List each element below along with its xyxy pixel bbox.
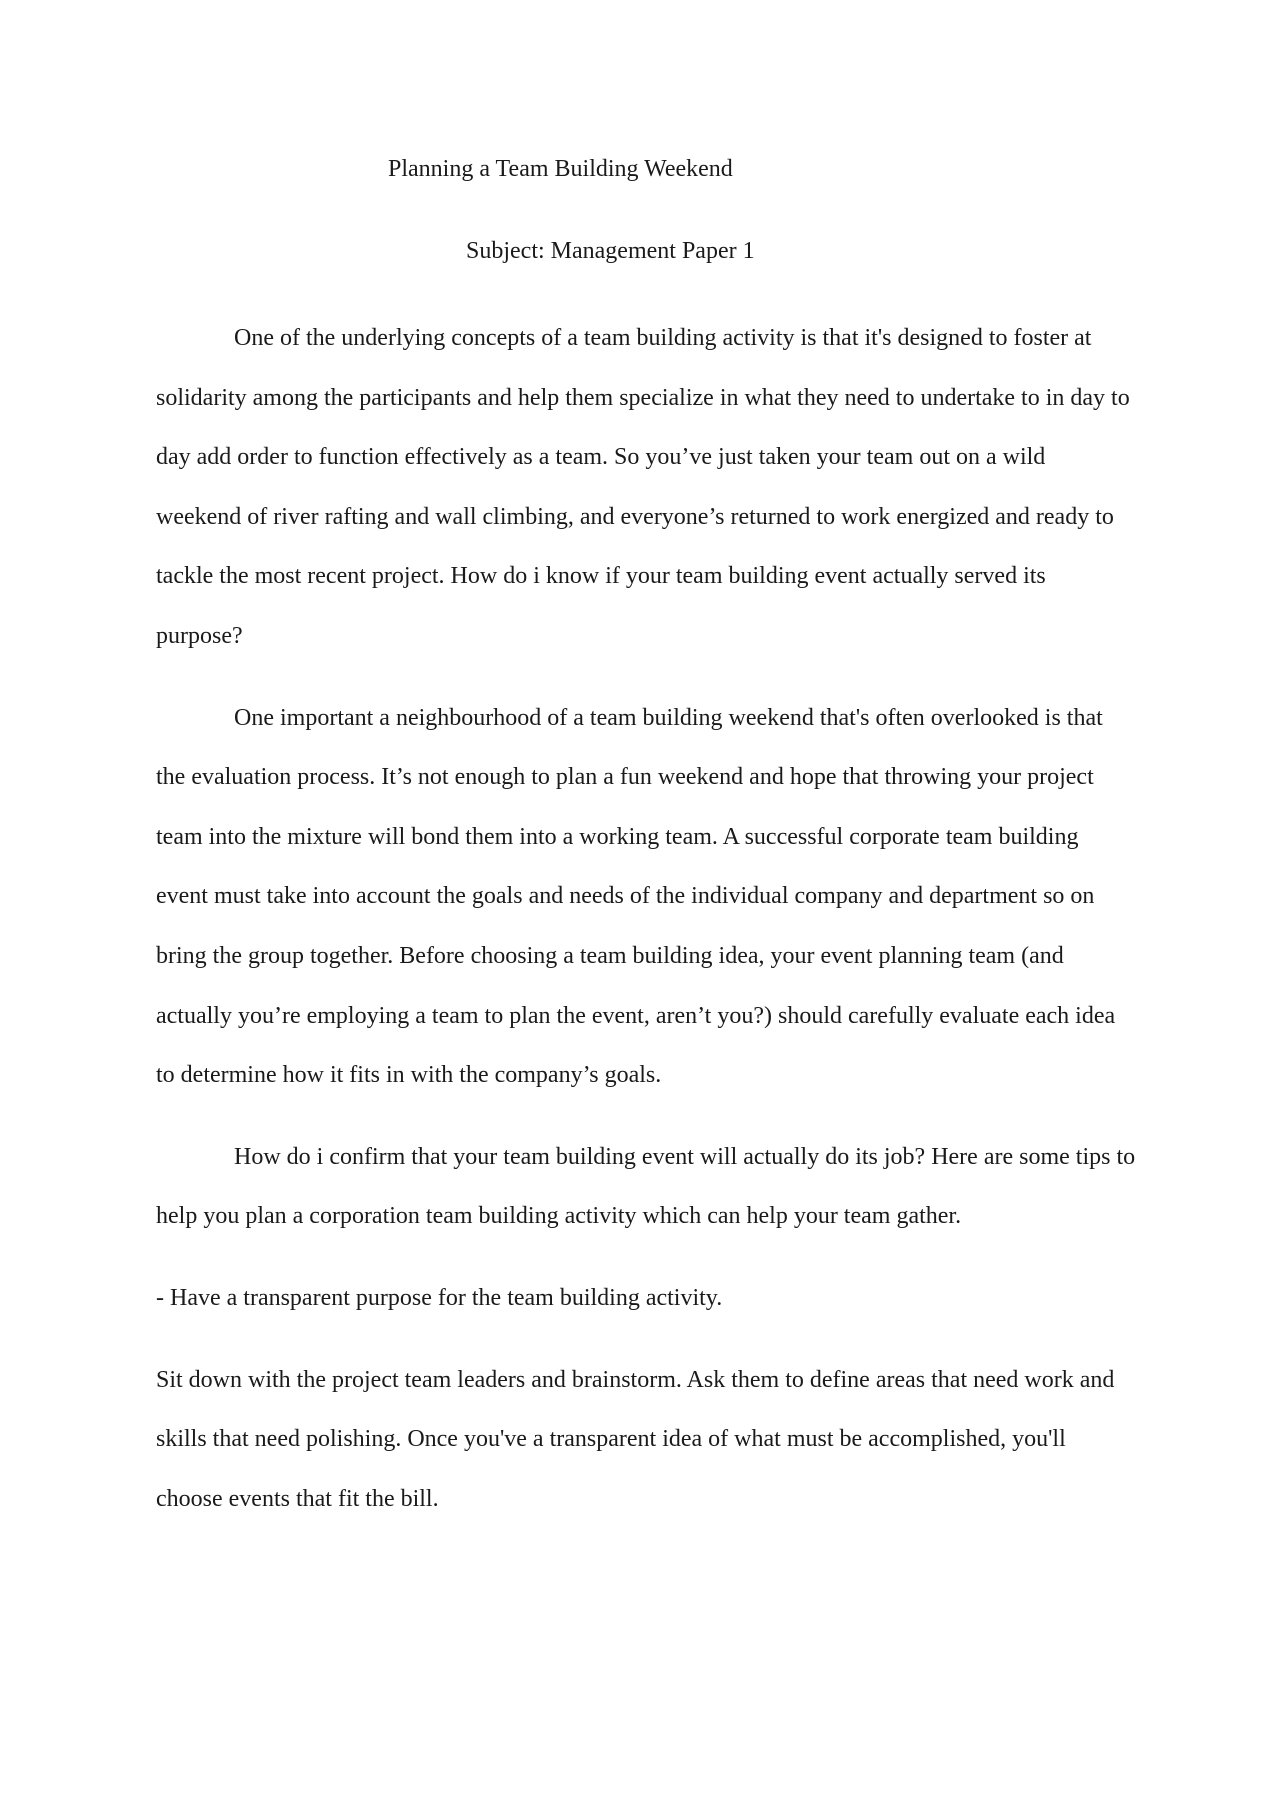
document-subject: Subject: Management Paper 1 [466,238,755,264]
document-title: Planning a Team Building Weekend [388,156,733,182]
paragraph-2: One important a neighbourhood of a team building weekend that's often overlooked is that the evaluation process. It’s not enough to plan a fun weekend and hope that throwing your project team into the mixture will bond them into a working team. A successful corporate team building event must take into account the goals and needs of the individual company and department so on bring the group together. Before choosing a team building idea, your event planning team (and actually you’re employing a team to plan the event, aren’t you?) should carefully evaluate each idea to determine how it fits in with the company’s goals. [156,704,1116,1089]
body-text [156,309,1136,1529]
bullet-point: - Have a transparent purpose for the team building activity. [156,1284,723,1311]
paragraph-1: One of the underlying concepts of a team building activity is that it's designed to foster at solidarity among the participants and help them specialize in what they need to undertake to in day to day add order to function effectively as a team. So you’ve just taken your team out on a wild weekend of river rafting and wall climbing, and everyone’s returned to work energized and ready to tackle the most recent project. How do i know if your team building event actually served its purpose? [156,325,1130,649]
paragraph-5: Sit down with the project team leaders and brainstorm. Ask them to define areas that need work and skills that need polishing. Once you've a transparent idea of what must be accomplished, you'll choose events that fit the bill. [156,1366,1115,1512]
paragraph-3: How do i confirm that your team building event will actually do its job? Here are some tips to help you plan a corporation team building activity which can help your team gather. [156,1143,1136,1230]
